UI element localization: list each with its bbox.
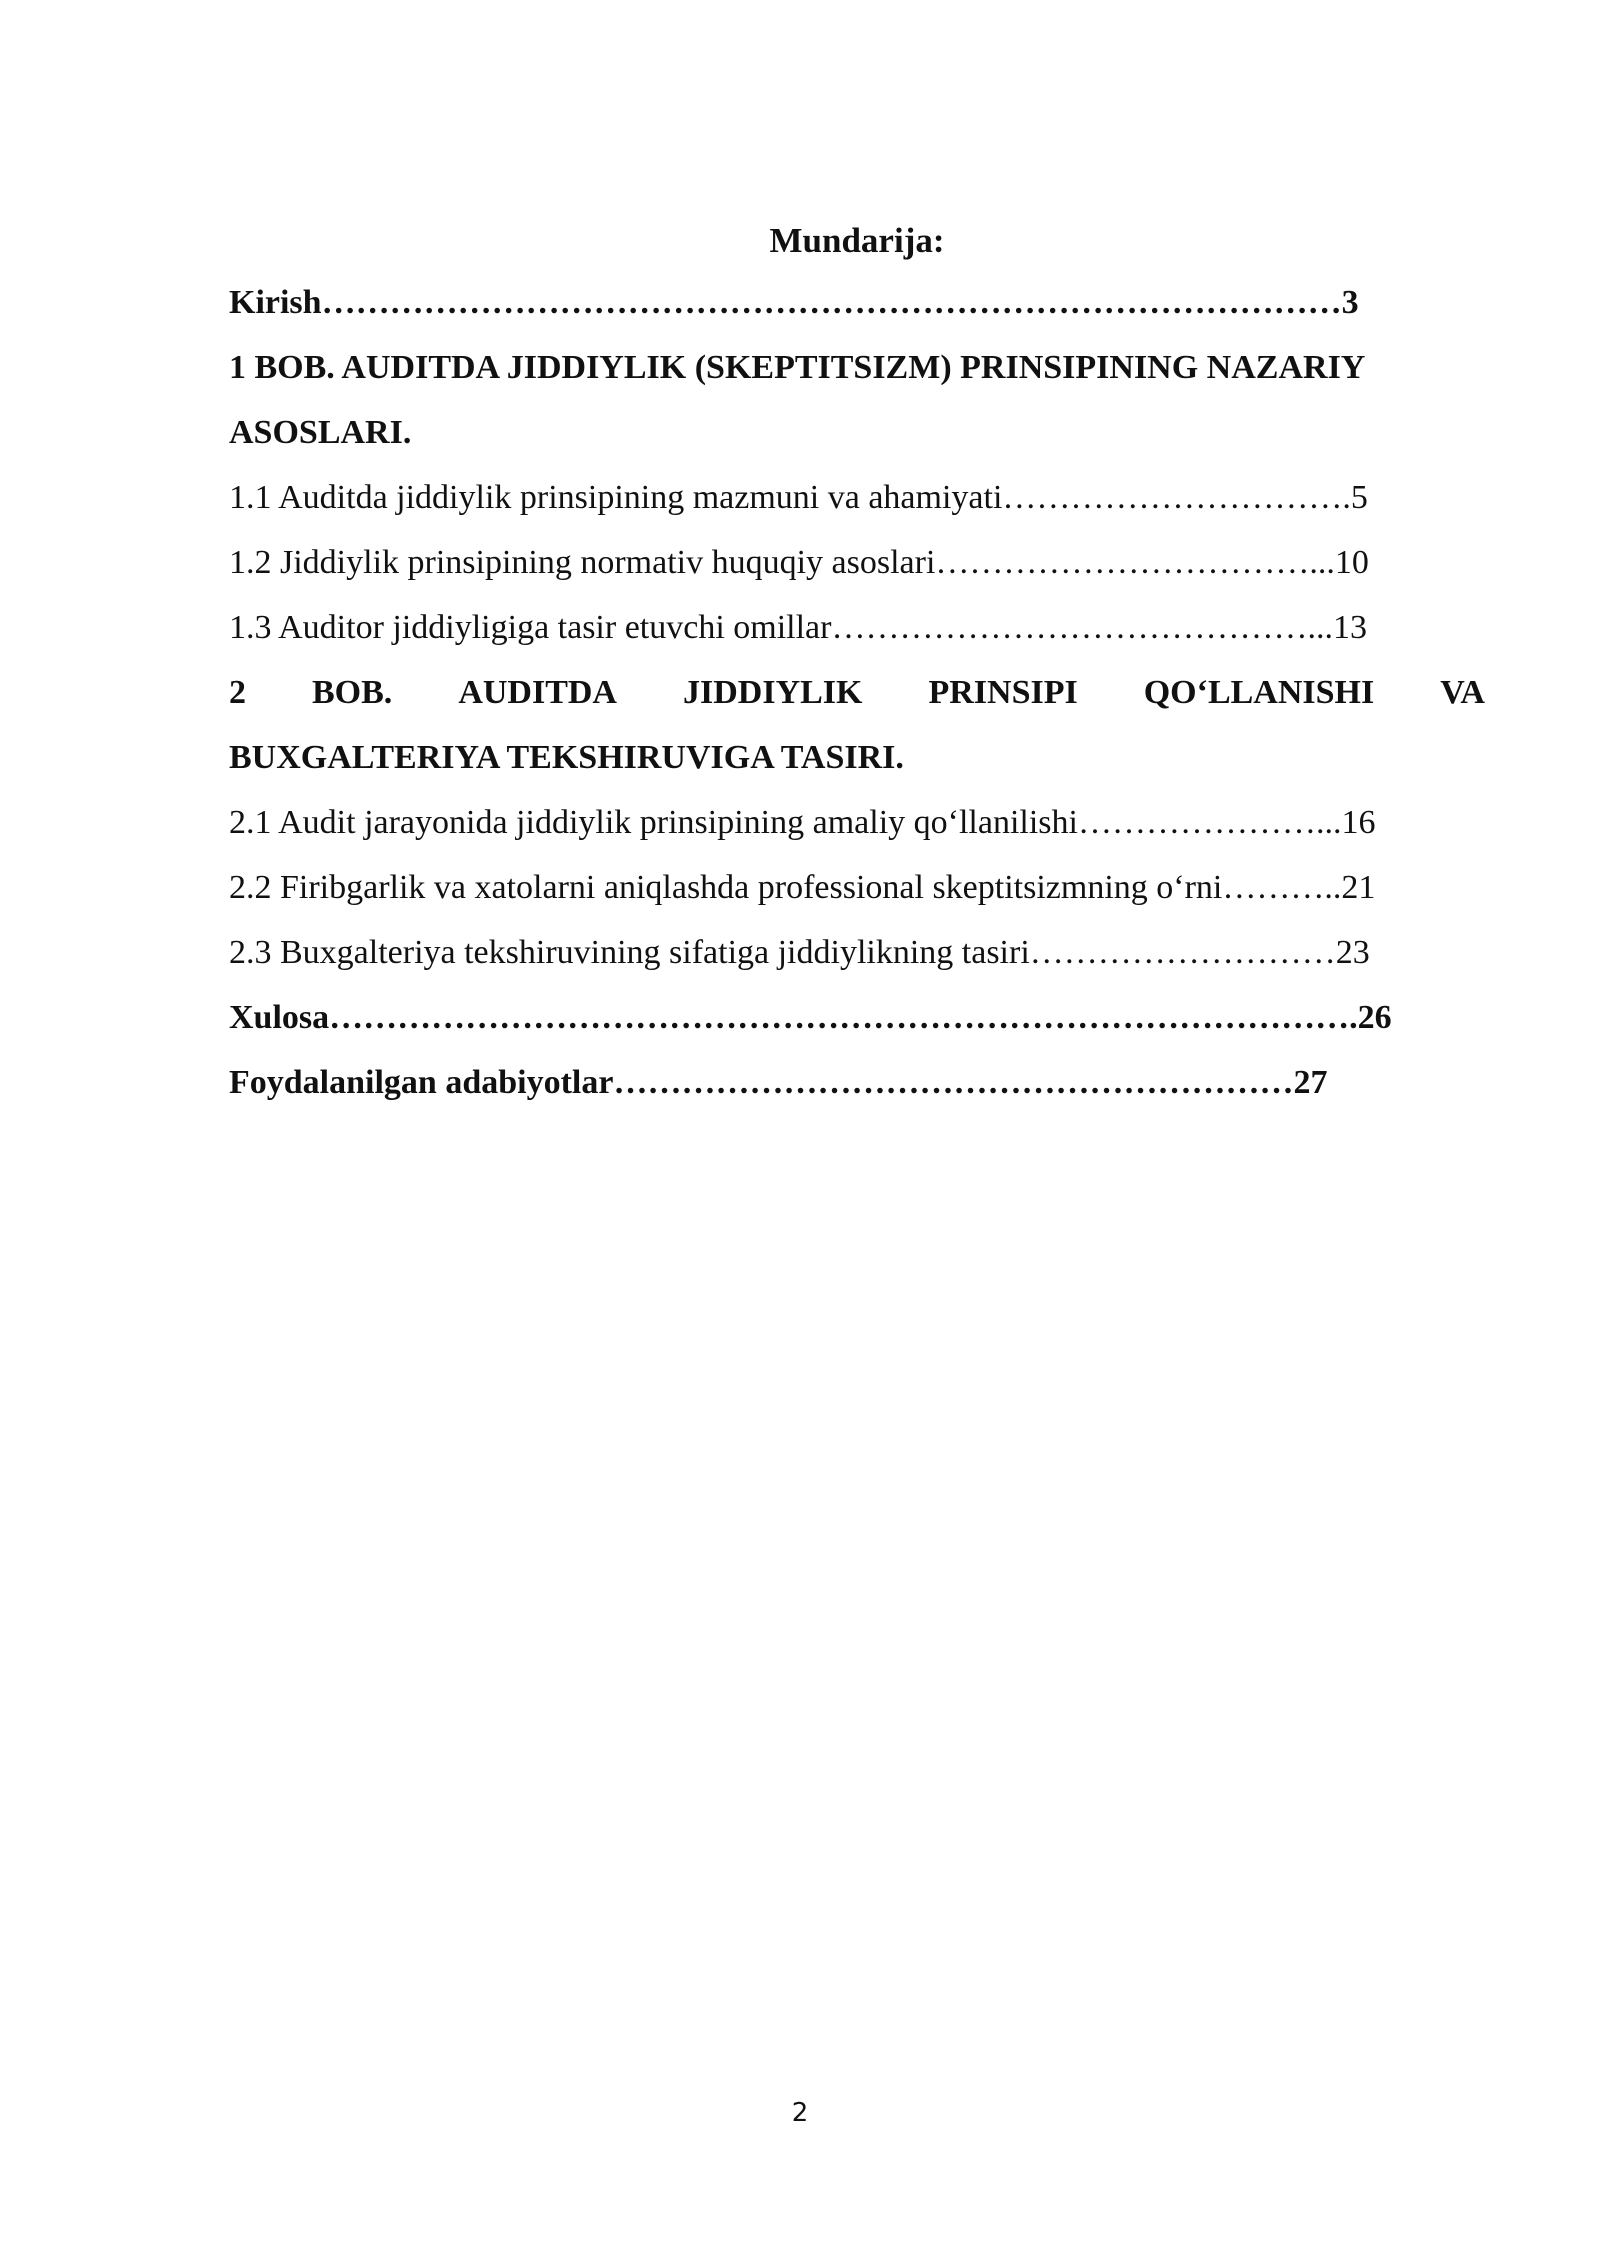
- toc-chapter-1-heading-cont: ASOSLARI.: [229, 414, 412, 451]
- toc-entry-1-1: 1.1 Auditda jiddiylik prinsipining mazmuni va ahamiyati………………………….5: [229, 479, 1368, 516]
- heading-word: JIDDIYLIK: [683, 674, 863, 711]
- toc-chapter-2-heading-cont: BUXGALTERIYA TEKSHIRUVIGA TASIRI.: [229, 739, 904, 776]
- heading-word: PRINSIPI: [928, 674, 1078, 711]
- page-number: 2: [791, 2098, 809, 2128]
- toc-entry-2-3: 2.3 Buxgalteriya tekshiruvining sifatiga jiddiylikning tasiri………………………23: [229, 934, 1370, 971]
- toc-chapter-2-heading: [229, 660, 1485, 725]
- toc-entry-2-1: 2.1 Audit jarayonida jiddiylik prinsipining amaliy qo‘llanilishi…………………...16: [229, 804, 1376, 841]
- toc-chapter-1-heading: 1 BOB. AUDITDA JIDDIYLIK (SKEPTITSIZM) PRINSIPINING NAZARIY: [229, 349, 1366, 386]
- toc-entry-adabiyotlar: Foydalanilgan adabiyotlar……………………………………………………27: [229, 1064, 1328, 1101]
- toc-entry-kirish: Kirish………………………………………………………………………………3: [229, 284, 1359, 321]
- toc-title: Mundarija:: [769, 221, 945, 260]
- heading-word: VA: [1440, 674, 1485, 711]
- heading-word: AUDITDA: [458, 674, 617, 711]
- heading-word: QO‘LLANISHI: [1143, 674, 1375, 711]
- heading-word: BOB.: [312, 674, 393, 711]
- toc-entry-1-2: 1.2 Jiddiylik prinsipining normativ huquqiy asoslari……………………………...10: [229, 544, 1369, 581]
- heading-word: 2: [229, 674, 246, 711]
- toc-entry-2-2: 2.2 Firibgarlik va xatolarni aniqlashda professional skeptitsizmning o‘rni………..21: [229, 869, 1376, 906]
- toc-entry-1-3: 1.3 Auditor jiddiyligiga tasir etuvchi omillar……………………………………...13: [229, 609, 1367, 646]
- toc-entry-xulosa: Xulosa……………………………………………………………………………….26: [229, 999, 1392, 1036]
- table-of-contents: [229, 212, 1485, 1115]
